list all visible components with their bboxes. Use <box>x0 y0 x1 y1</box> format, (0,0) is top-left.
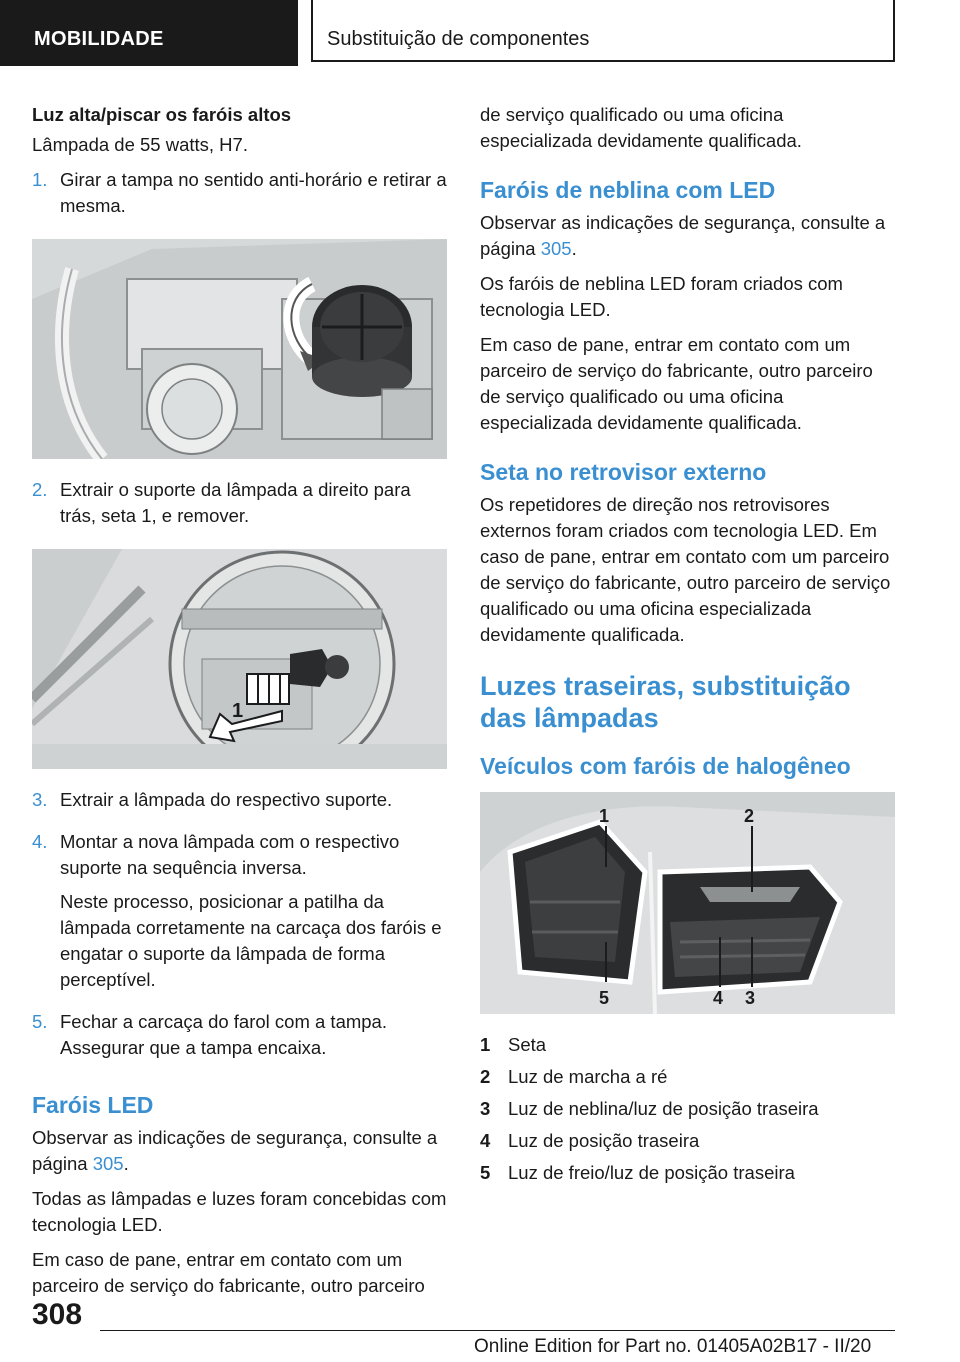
right-column <box>480 102 895 1192</box>
step-number: 1. <box>32 169 48 190</box>
callout-2: 2 <box>744 806 755 826</box>
halogen-vehicles-heading: Veículos com faróis de halogêneo <box>480 753 851 779</box>
step-number: 4. <box>32 831 48 852</box>
arrow-callout-1: 1 <box>232 700 244 722</box>
continued-paragraph: de serviço qualificado ou uma oficina especializada devidamente qualificada. <box>480 104 802 151</box>
fog-technology-paragraph: Os faróis de neblina LED foram criados com tecnologia LED. <box>480 273 843 320</box>
callout-5: 5 <box>599 988 610 1008</box>
led-safety-paragraph: Observar as indicações de segurança, consulte a página 305. <box>32 1127 438 1174</box>
footer-divider <box>100 1330 895 1331</box>
legend-item: 4 Luz de posição traseira <box>480 1130 700 1151</box>
page-number: 308 <box>32 1298 83 1331</box>
step-2 <box>32 477 447 537</box>
step-note: Neste processo, posicionar a patilha da lâmpada corretamente na carcaça dos faróis e engatar o suporte da lâmpada de forma perceptível. <box>60 891 442 990</box>
step-5 <box>32 1009 447 1069</box>
fog-breakdown-paragraph: Em caso de pane, entrar em contato com um parceiro de serviço do fabricante, outro parceiro de serviço qualificado ou uma oficina especializada devidamente qualificada. <box>480 334 873 433</box>
step-number: 5. <box>32 1011 48 1032</box>
step-3 <box>32 787 447 821</box>
headlight-cover-drawing <box>32 239 447 459</box>
legend-item: 5 Luz de freio/luz de posição traseira <box>480 1162 795 1183</box>
step-number: 3. <box>32 789 48 810</box>
page-link-305[interactable]: 305 <box>540 238 572 259</box>
step-text: Extrair o suporte da lâmpada a direito para trás, seta 1, e remover. <box>60 479 411 526</box>
highbeam-heading: Luz alta/piscar os faróis altos <box>32 104 292 125</box>
tail-lights-heading: Luzes traseiras, substituição das lâmpadas <box>480 671 851 733</box>
figure-legend <box>480 1032 895 1186</box>
edition-note: Online Edition for Part no. 01405A02B17 - II/20 <box>474 1336 872 1357</box>
mirror-indicator-paragraph: Os repetidores de direção nos retrovisores externos foram criados com tecnologia LED. Em caso de pane, entrar em contato com um parceiro de serviço do fabricante, outro parceiro de serviço qualificado ou uma oficina especializada devidamente qualificada. <box>480 494 891 645</box>
left-column <box>32 102 447 1308</box>
bulb-holder-drawing <box>32 549 447 769</box>
step-text: Girar a tampa no sentido anti-horário e retirar a mesma. <box>60 169 447 216</box>
legend-item: 2 Luz de marcha a ré <box>480 1066 668 1087</box>
led-technology-paragraph: Todas as lâmpadas e luzes foram concebidas com tecnologia LED. <box>32 1188 447 1235</box>
chapter-title: Substituição de componentes <box>311 0 895 62</box>
mirror-indicator-heading: Seta no retrovisor externo <box>480 459 767 485</box>
section-tab: MOBILIDADE <box>0 0 298 66</box>
step-1 <box>32 167 447 227</box>
step-number: 2. <box>32 479 48 500</box>
callout-4: 4 <box>713 988 724 1008</box>
step-text: Montar a nova lâmpada com o respectivo suporte na sequência inversa. <box>60 831 400 878</box>
highbeam-lamp-spec: Lâmpada de 55 watts, H7. <box>32 134 248 155</box>
callout-3: 3 <box>745 988 756 1008</box>
step-4 <box>32 829 447 1001</box>
led-headlights-heading: Faróis LED <box>32 1092 154 1118</box>
step-text: Fechar a carcaça do farol com a tampa. Assegurar que a tampa encaixa. <box>60 1011 387 1058</box>
fog-lights-heading: Faróis de neblina com LED <box>480 177 776 203</box>
callout-1: 1 <box>599 806 610 826</box>
tail-light-drawing <box>480 792 895 1014</box>
fog-safety-paragraph: Observar as indicações de segurança, consulte a página 305. <box>480 212 886 259</box>
tail-light-illustration <box>480 792 895 1014</box>
bulb-holder-illustration <box>32 549 447 769</box>
headlight-cover-illustration <box>32 239 447 459</box>
legend-item: 3 Luz de neblina/luz de posição traseira <box>480 1098 819 1119</box>
step-text: Extrair a lâmpada do respectivo suporte. <box>60 789 393 810</box>
page-header <box>0 0 960 66</box>
page-link-305[interactable]: 305 <box>92 1153 124 1174</box>
led-breakdown-paragraph: Em caso de pane, entrar em contato com um parceiro de serviço do fabricante, outro parceiro <box>32 1249 425 1296</box>
legend-item: 1 Seta <box>480 1034 547 1055</box>
